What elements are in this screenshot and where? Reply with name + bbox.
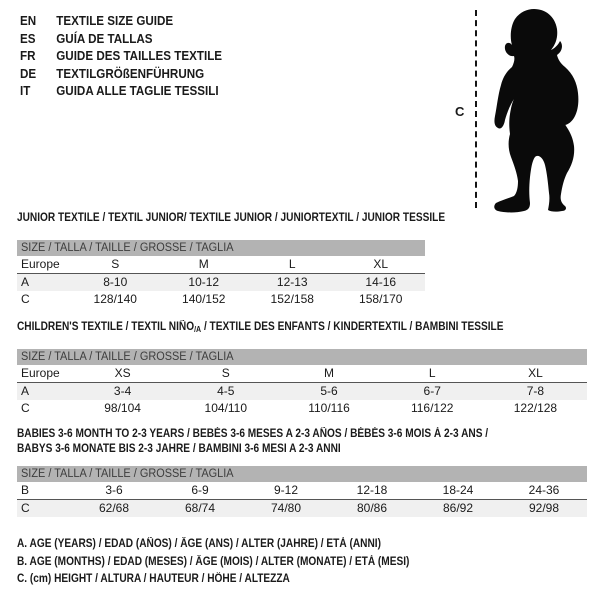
- height-measure-figure: [445, 5, 595, 215]
- row-label: C: [21, 401, 30, 415]
- legend-line-c: C. (cm) HEIGHT / ALTURA / HAUTEUR / HÖHE / ALTEZZA: [17, 573, 290, 585]
- language-code: DE: [20, 66, 37, 81]
- junior-table-title: JUNIOR TEXTILE / TEXTIL JUNIOR/ TEXTILE JUNIOR / JUNIORTEXTIL / JUNIOR TESSILE: [17, 212, 446, 224]
- cell: 14-16: [365, 275, 397, 289]
- cell: 12-13: [276, 275, 308, 289]
- cell: 3-6: [105, 483, 123, 497]
- cell: 12-18: [356, 483, 388, 497]
- cell: 104/110: [204, 401, 248, 415]
- cell: 128/140: [93, 292, 137, 306]
- cell: XL: [528, 366, 543, 380]
- table-row: [17, 365, 587, 383]
- language-row-es: [20, 31, 222, 49]
- cell: L: [288, 257, 296, 271]
- cell: 6-9: [191, 483, 209, 497]
- junior-table-section: [17, 211, 446, 308]
- cell: 4-5: [217, 384, 235, 398]
- size-header-bar: [17, 349, 587, 365]
- language-label: TEXTILGRÖßENFÜHRUNG: [56, 66, 205, 81]
- table-row: [17, 482, 587, 500]
- language-label: GUIDE DES TAILLES TEXTILE: [56, 49, 223, 63]
- row-label: C: [21, 501, 30, 515]
- babies-table-title-line2: BABYS 3-6 MONATE BIS 2-3 JAHRE / BAMBINI 3-6 MESI A 2-3 ANNI: [17, 443, 341, 455]
- table-row: [17, 256, 425, 274]
- language-row-it: [20, 83, 222, 101]
- table-row: [17, 383, 587, 400]
- baby-silhouette-icon: [487, 7, 587, 214]
- cell: 24-36: [528, 483, 560, 497]
- cell: 62/68: [98, 501, 130, 515]
- row-label: Europe: [21, 257, 60, 271]
- size-header-text: SIZE / TALLA / TAILLE / GRÖSSE / TAGLIA: [21, 351, 234, 363]
- cell: L: [428, 366, 436, 380]
- cell: S: [221, 366, 230, 380]
- babies-table-title-line1: BABIES 3-6 MONTH TO 2-3 YEARS / BEBÉS 3-6 MESES A 2-3 AÑOS / BÉBÉS 3-6 MOIS À 2-3 ANS /: [17, 428, 489, 440]
- legend: [17, 536, 463, 589]
- table-row: [17, 291, 425, 308]
- height-measure-label: C: [455, 104, 465, 119]
- table-row: [17, 500, 587, 517]
- cell: 5-6: [320, 384, 338, 398]
- language-code: FR: [20, 49, 36, 63]
- language-row-en: [20, 13, 222, 31]
- title-text: CHILDREN'S TEXTILE / TEXTIL NIÑO: [17, 321, 195, 333]
- cell: XS: [114, 366, 131, 380]
- cell: 158/170: [359, 292, 403, 306]
- cell: 152/158: [270, 292, 314, 306]
- row-label: B: [21, 483, 30, 497]
- row-label: Europe: [21, 366, 60, 380]
- cell: 7-8: [526, 384, 545, 398]
- language-code: EN: [20, 14, 37, 28]
- babies-table-section: [17, 427, 587, 517]
- size-header-text: SIZE / TALLA / TAILLE / GRÖSSE / TAGLIA: [21, 468, 234, 480]
- cell: 18-24: [442, 483, 474, 497]
- cell: 68/74: [184, 501, 216, 515]
- language-row-de: [20, 66, 222, 84]
- cell: 80/86: [356, 501, 388, 515]
- language-list: [20, 13, 237, 101]
- language-row-fr: [20, 48, 222, 66]
- cell: 140/152: [182, 292, 226, 306]
- cell: M: [324, 366, 334, 380]
- language-label: TEXTILE SIZE GUIDE: [56, 14, 174, 28]
- cell: 86/92: [442, 501, 474, 515]
- size-header-bar: [17, 466, 587, 482]
- cell: 74/80: [270, 501, 302, 515]
- legend-line-a: A. AGE (YEARS) / EDAD (AÑOS) / ÂGE (ANS) / ALTER (JAHRE) / ETÀ (ANNI): [17, 538, 381, 550]
- table-row: [17, 400, 587, 417]
- cell: 98/104: [104, 401, 141, 415]
- size-header-text: SIZE / TALLA / TAILLE / GRÖSSE / TAGLIA: [21, 242, 234, 254]
- language-label: GUIDA ALLE TAGLIE TESSILI: [56, 84, 219, 98]
- legend-line-b: B. AGE (MONTHS) / EDAD (MESES) / ÂGE (MOIS) / ALTER (MONATE) / ETÀ (MESI): [17, 555, 410, 568]
- cell: 8-10: [103, 275, 128, 289]
- size-header-bar: [17, 240, 425, 256]
- table-row: [17, 274, 425, 291]
- children-table-section: [17, 320, 587, 417]
- title-subscript: /A: [194, 325, 202, 334]
- cell: 122/128: [513, 401, 558, 415]
- cell: 10-12: [188, 275, 220, 289]
- cell: 3-4: [113, 384, 132, 398]
- cell: XL: [373, 257, 389, 271]
- cell: 92/98: [528, 501, 560, 515]
- row-label: A: [21, 275, 30, 289]
- cell: S: [111, 257, 120, 271]
- language-code: ES: [20, 31, 36, 46]
- cell: 9-12: [273, 483, 299, 497]
- language-code: IT: [20, 84, 31, 98]
- cell: M: [198, 257, 209, 271]
- title-text: / TEXTILE DES ENFANTS / KINDERTEXTIL / BAMBINI TESSILE: [201, 321, 504, 333]
- language-label: GUÍA DE TALLAS: [56, 31, 153, 46]
- children-table-title: [17, 320, 519, 335]
- cell: 116/122: [410, 401, 454, 415]
- cell: 110/116: [308, 401, 350, 415]
- cell: 6-7: [423, 384, 441, 398]
- row-label: C: [21, 292, 30, 306]
- height-dashed-line: [475, 10, 477, 208]
- row-label: A: [21, 384, 30, 398]
